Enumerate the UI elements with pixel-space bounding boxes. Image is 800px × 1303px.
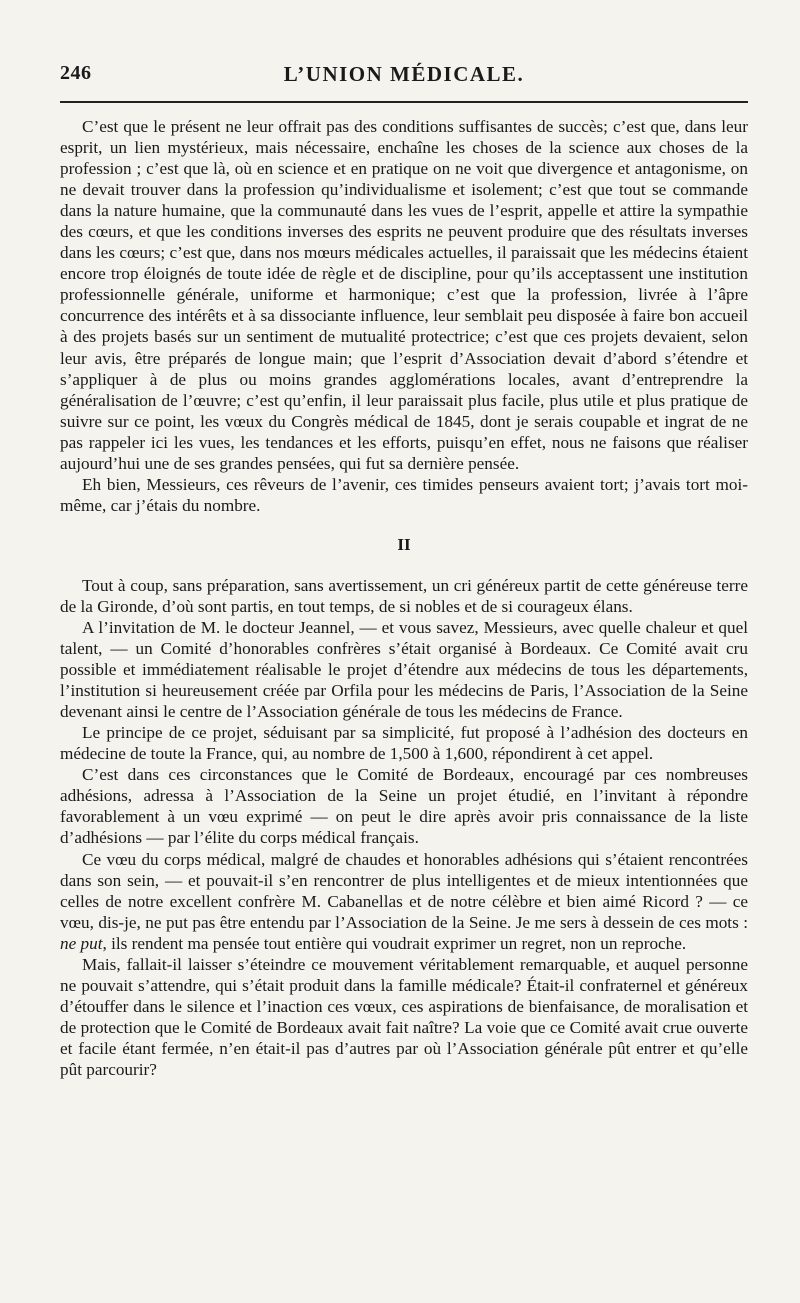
paragraph: C’est que le présent ne leur offrait pas des conditions suffisantes de succès; c’est que, dans leur esprit, un lien mystérieux, mais nécessaire, enchaîne les choses de la science aux choses de la profession ; c’est que là, où en science et en pratique on ne voit que divergence et antagonisme, on ne devait trouver dans la profession qu’individualisme et isolement; c’est que tout se commande dans la nature humaine, que la communauté dans les vues de l’esprit, appelle et attire la sympathie des cœurs, et que les conditions inverses des esprits ne peuvent produire que des résultats inverses dans les cœurs; c’est que, dans nos mœurs médicales actuelles, il paraissait que les médecins étaient encore trop éloignés de toute idée de règle et de discipline, pour qu’ils acceptassent une institution professionnelle générale, uniforme et harmonique; c’est que la profession, livrée à l’âpre concurrence des intérêts et à sa dissociante influence, leur semblait peu disposée à faire bon accueil à des projets basés sur un sentiment de mutualité protectrice; c’est que ces projets devaient, selon leur avis, être préparés de longue main; que l’esprit d’Association devait d’abord s’étendre et s’appliquer à de plus ou moins grandes agglomérations locales, avant d’entreprendre la généralisation de l’œuvre; c’est qu’enfin, il leur paraissait plus facile, plus utile et plus pratique de suivre sur ce point, les vœux du Congrès médical de 1845, dont je serais coupable et ingrat de ne pas rappeler ici les vues, les tendances et les efforts, puisqu’en effet, nous ne faisons que réaliser aujourd’hui une de ses grandes pensées, qui fut sa dernière pensée.	[60, 117, 748, 473]
journal-title: L’UNION MÉDICALE.	[283, 62, 525, 86]
paragraph: A l’invitation de M. le docteur Jeannel, — et vous savez, Messieurs, avec quelle chaleur et quel talent, — un Comité d’honorables confrères s’était organisé à Bordeaux. Ce Comité avait cru possible et immédiatement réalisable le projet d’étendre aux médecins de tous les départements, l’institution si heureusement créée par Orfila pour les médecins de Paris, l’Association de la Seine devenant ainsi le centre de l’Association générale de tous les médecins de France.	[60, 617, 748, 722]
paragraph-text: Ce vœu du corps médical, malgré de chaudes et honorables adhésions qui s’étaient rencontrées dans son sein, — et pouvait-il s’en rencontrer de plus intelligentes et de mieux intentionnées que celles de notre excellent confrère M. Cabanellas et de notre célèbre et bien aimé Ricord ? — ce vœu, dis-je, ne put pas être entendu par l’Association de la Seine. Je me sers à dessein de ces mots :	[60, 849, 748, 932]
paragraph: C’est dans ces circonstances que le Comité de Bordeaux, encouragé par ces nombreuses adhésions, adressa à l’Association de la Seine un projet étudié, en l’invitant à répondre favorablement à un vœu exprimé — on peut le dire après avoir pris connaissance de la liste d’adhésions — par l’élite du corps médical français.	[60, 765, 748, 848]
running-head	[60, 62, 748, 92]
article-body	[60, 116, 748, 1080]
section-numeral: II	[397, 534, 411, 554]
paragraph: Mais, fallait-il laisser s’éteindre ce mouvement véritablement remarquable, et auquel personne ne pouvait s’attendre, qui s’était produit dans la famille médicale? Était-il confraternel et généreux d’étouffer dans le silence et l’inaction ces vœux, ces aspirations de bienfaisance, de moralisation et de protection que le Comité de Bordeaux avait fait naître? La voie que ce Comité avait crue ouverte et facile étant fermée, n’en était-il pas d’autres par où l’Association générale pût entrer et qu’elle pût parcourir?	[60, 954, 748, 1079]
paragraph-text: , ils rendent ma pensée tout entière qui voudrait exprimer un regret, non un reproche.	[102, 933, 687, 953]
paragraph: Eh bien, Messieurs, ces rêveurs de l’avenir, ces timides penseurs avaient tort; j’avais tort moi-même, car j’étais du nombre.	[60, 474, 748, 515]
paragraph: Tout à coup, sans préparation, sans avertissement, un cri généreux partit de cette généreuse terre de la Gironde, d’où sont partis, en tout temps, de si nobles et de si courageux élans.	[60, 575, 748, 616]
emphasis-text: ne put	[60, 933, 103, 953]
header-rule	[60, 101, 748, 103]
page-number: 246	[60, 62, 92, 84]
paragraph-ricord	[60, 849, 748, 954]
paragraph: Le principe de ce projet, séduisant par sa simplicité, fut proposé à l’adhésion des docteurs en médecine de toute la France, qui, au nombre de 1,500 à 1,600, répondirent à cet appel.	[60, 723, 748, 764]
